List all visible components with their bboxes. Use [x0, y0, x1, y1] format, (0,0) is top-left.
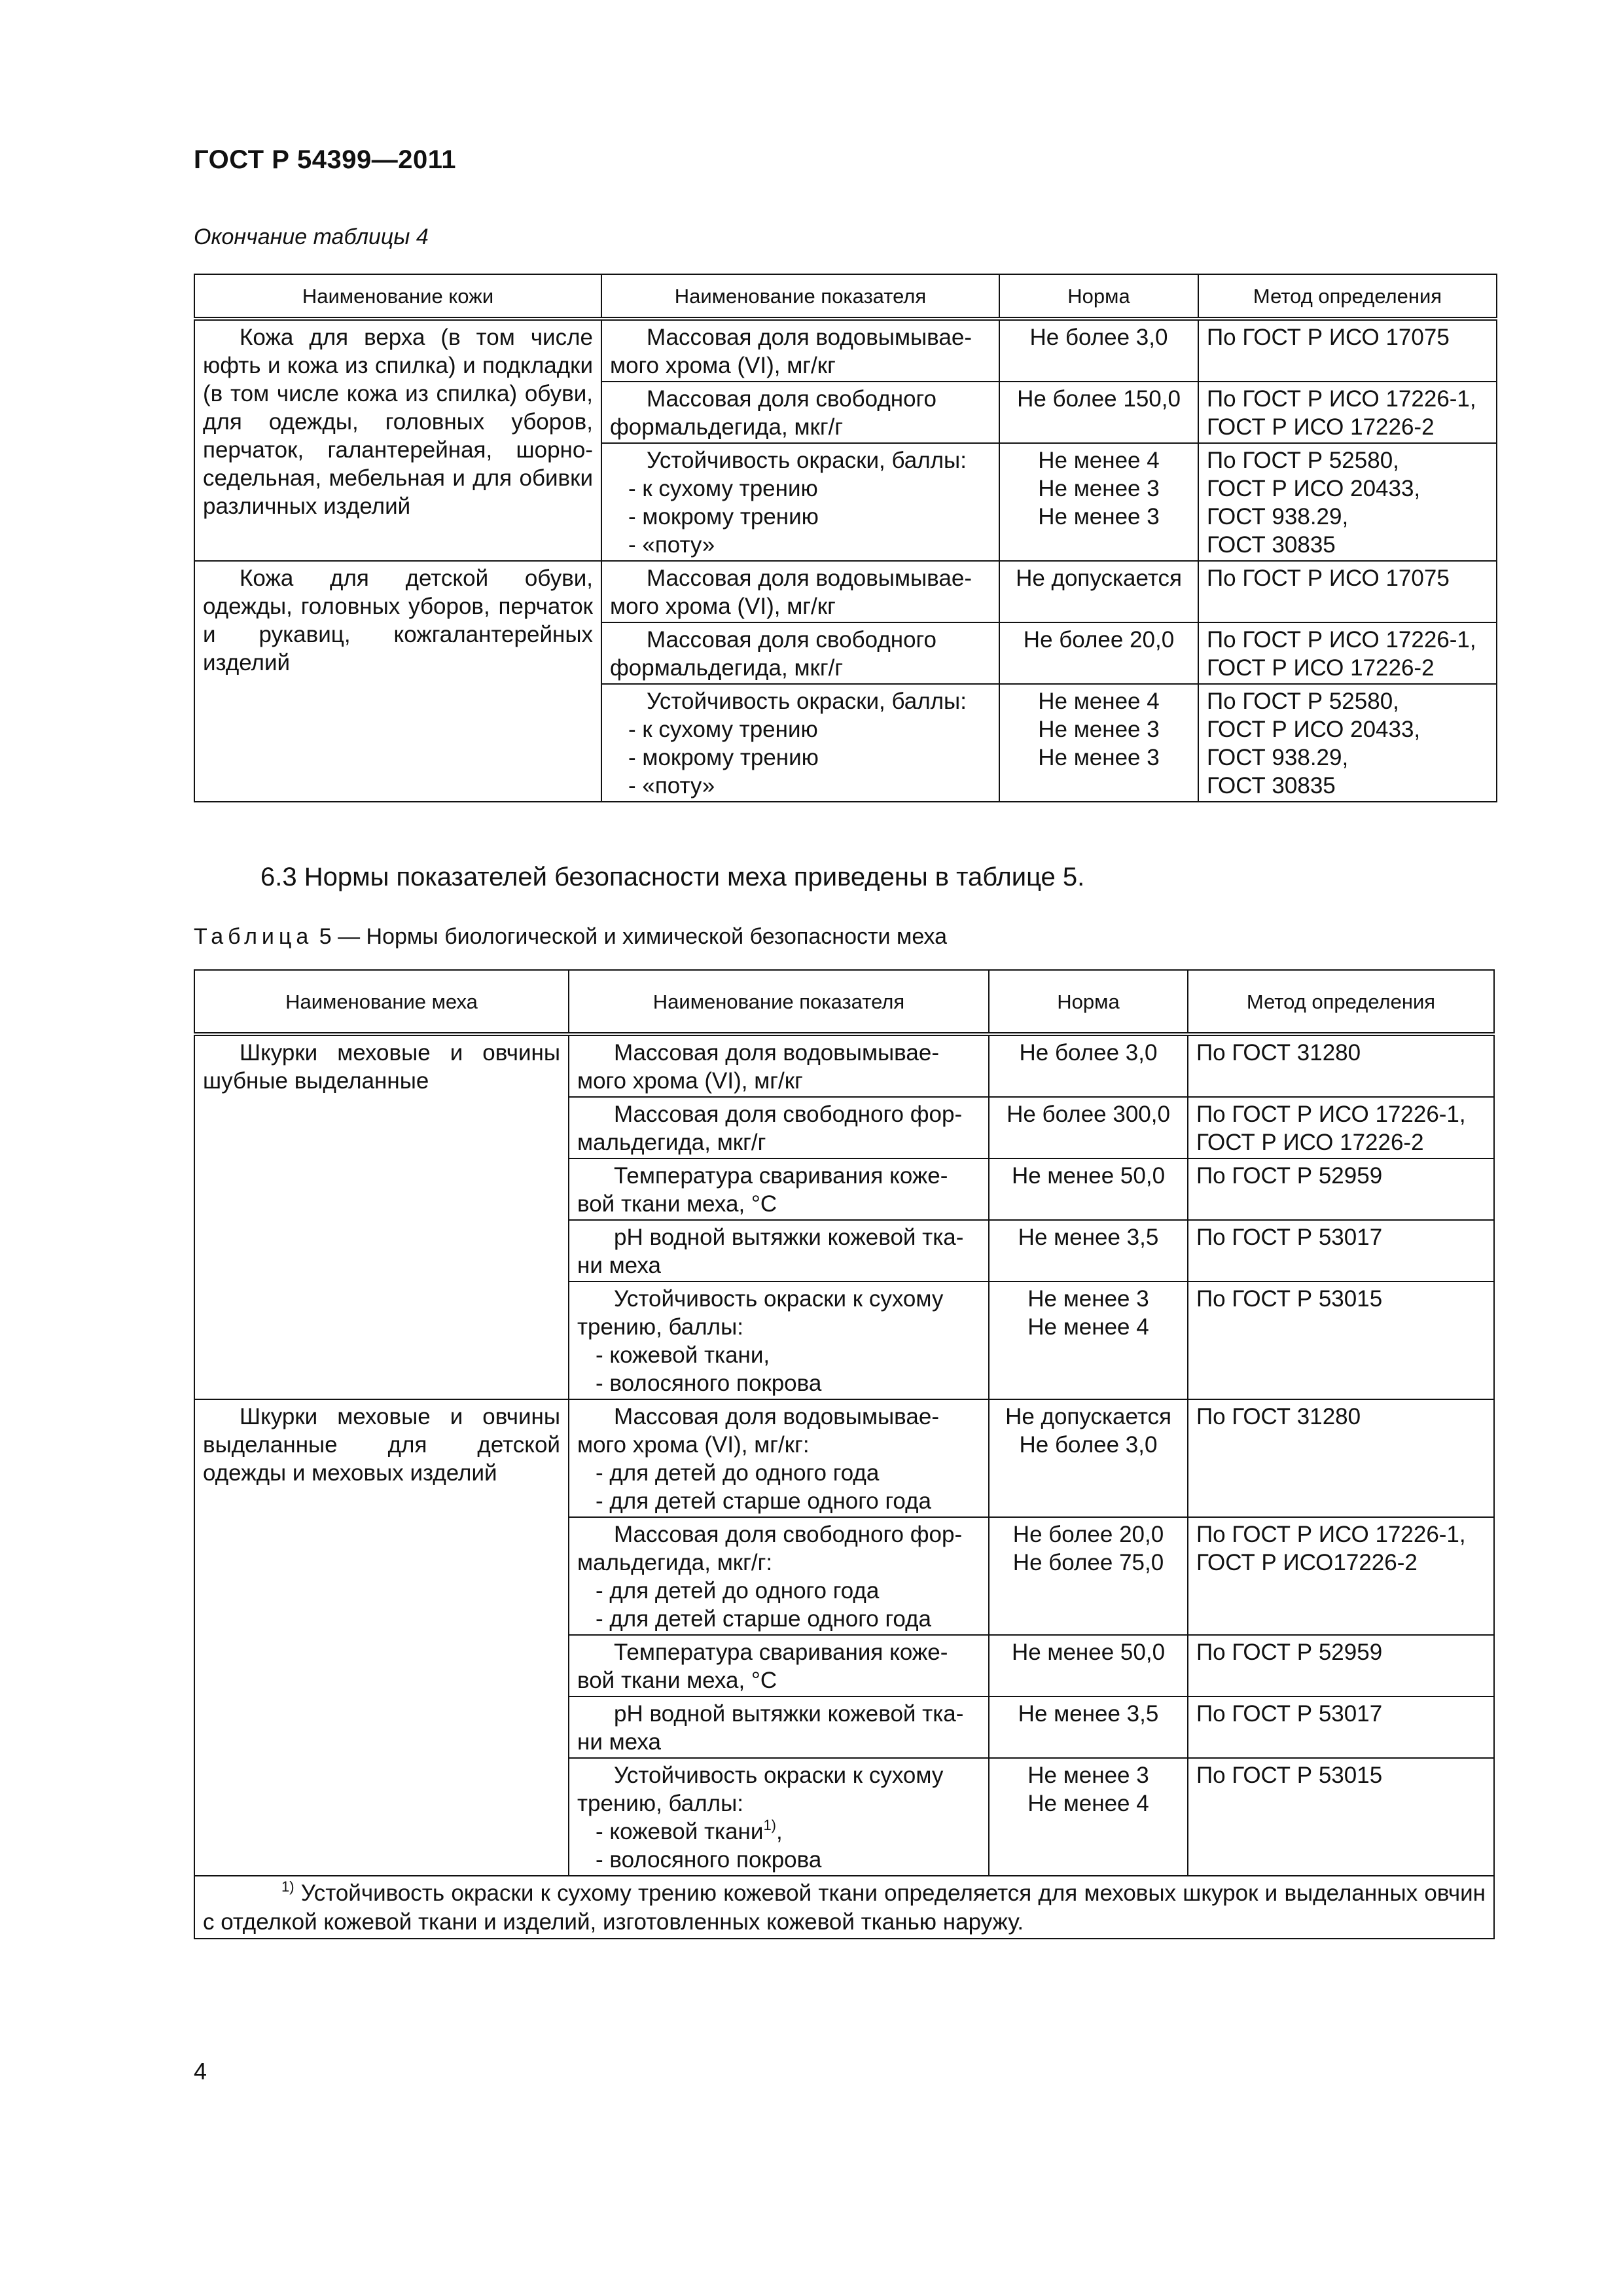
method-cell: [1188, 1635, 1494, 1696]
norm-value: Не менее 50,0: [1011, 1163, 1166, 1189]
indicator-line: формальдегида, мкг/г: [610, 655, 844, 681]
table-title: 5 — Нормы биологической и химической безопасности меха: [313, 924, 948, 949]
indicator-line: - для детей до одного года: [596, 1578, 880, 1604]
norm-value: Не менее 4: [1027, 1314, 1149, 1340]
method-cell: [1198, 684, 1497, 802]
method-line: По ГОСТ Р 53015: [1196, 1286, 1383, 1312]
indicator-line: мого хрома (VI), мг/кг: [610, 353, 836, 378]
method-cell: [1188, 1220, 1494, 1282]
method-line: По ГОСТ Р 53015: [1196, 1763, 1383, 1788]
indicator-line: Массовая доля водовымывае-: [614, 1040, 939, 1066]
indicator-cell: [569, 1758, 989, 1876]
indicator-line: - волосяного покрова: [596, 1847, 822, 1873]
indicator-line: - «поту»: [628, 773, 715, 798]
method-cell: [1188, 1034, 1494, 1097]
table-row: [194, 319, 1497, 382]
table-row: [194, 1034, 1494, 1097]
indicator-line: вой ткани меха, °С: [577, 1191, 777, 1217]
indicator-line: pH водной вытяжки кожевой тка-: [614, 1701, 964, 1727]
method-line: ГОСТ Р ИСО 20433,: [1207, 476, 1421, 501]
method-line: По ГОСТ Р 52580,: [1207, 689, 1399, 714]
method-line: По ГОСТ 31280: [1196, 1040, 1361, 1066]
indicator-line: Температура сваривания коже-: [614, 1163, 948, 1189]
indicator-line: Массовая доля водовымывае-: [647, 325, 972, 350]
table-body: [194, 319, 1497, 802]
footnote-ref: 1): [763, 1817, 776, 1833]
norm-value: Не менее 4: [1038, 448, 1160, 473]
method-line: По ГОСТ 31280: [1196, 1404, 1361, 1429]
norm-value: Не допускается: [1005, 1404, 1171, 1429]
indicator-line: Температура сваривания коже-: [614, 1640, 948, 1665]
norm-cell: [999, 561, 1198, 622]
norm-cell: [989, 1635, 1188, 1696]
table-row: [194, 561, 1497, 622]
column-header: Наименование показателя: [569, 970, 989, 1034]
indicator-line: Устойчивость окраски, баллы:: [647, 448, 967, 473]
norm-cell: [989, 1282, 1188, 1399]
method-cell: [1198, 622, 1497, 684]
indicator-cell: [569, 1282, 989, 1399]
method-line: ГОСТ 30835: [1207, 532, 1336, 558]
method-line: ГОСТ Р ИСО17226-2: [1196, 1550, 1418, 1575]
indicator-cell: [601, 382, 999, 443]
method-line: По ГОСТ Р 53017: [1196, 1701, 1383, 1727]
indicator-line: - для детей старше одного года: [596, 1606, 932, 1632]
norm-value: Не менее 3: [1038, 745, 1160, 770]
indicator-line: мого хрома (VI), мг/кг: [610, 594, 836, 619]
norm-cell: [999, 382, 1198, 443]
indicator-cell: [601, 684, 999, 802]
norm-value: Не более 150,0: [1017, 386, 1181, 412]
norm-value: Не менее 3: [1038, 476, 1160, 501]
norm-cell: [989, 1158, 1188, 1220]
document-header-standard: ГОСТ Р 54399—2011: [194, 145, 456, 174]
indicator-line: - к сухому трению: [628, 476, 818, 501]
indicator-line: Массовая доля свободного: [647, 627, 937, 653]
table4-continuation-caption: Окончание таблицы 4: [194, 224, 429, 249]
indicator-cell: [569, 1635, 989, 1696]
method-line: По ГОСТ Р 52959: [1196, 1163, 1383, 1189]
indicator-line: Массовая доля водовымывае-: [647, 565, 972, 591]
table-4-continuation: [194, 274, 1497, 802]
method-line: По ГОСТ Р ИСО 17226-1,: [1207, 386, 1476, 412]
column-header: Метод определения: [1188, 970, 1494, 1034]
column-header: Наименование показателя: [601, 274, 999, 319]
indicator-cell: [569, 1034, 989, 1097]
indicator-line: трению, баллы:: [577, 1791, 743, 1816]
fur-name: Шкурки меховые и овчины выделанные для детской одежды и меховых изделий: [194, 1399, 569, 1876]
indicator-cell: [569, 1399, 989, 1517]
method-line: По ГОСТ Р ИСО 17226-1,: [1196, 1522, 1466, 1547]
norm-value: Не менее 4: [1027, 1791, 1149, 1816]
method-cell: [1188, 1158, 1494, 1220]
indicator-line: Массовая доля свободного фор-: [614, 1522, 963, 1547]
norm-value: Не менее 3: [1027, 1763, 1149, 1788]
indicator-line: мальдегида, мкг/г:: [577, 1550, 773, 1575]
method-cell: [1188, 1097, 1494, 1158]
norm-value: Не допускается: [1016, 565, 1182, 591]
method-line: ГОСТ Р ИСО 20433,: [1207, 717, 1421, 742]
method-line: ГОСТ 30835: [1207, 773, 1336, 798]
norm-value: Не менее 3: [1027, 1286, 1149, 1312]
indicator-line: ни меха: [577, 1253, 661, 1278]
indicator-cell: [601, 561, 999, 622]
method-cell: [1198, 443, 1497, 561]
indicator-cell: [569, 1696, 989, 1758]
norm-value: Не менее 3: [1038, 717, 1160, 742]
indicator-cell: [601, 443, 999, 561]
indicator-cell: [569, 1158, 989, 1220]
norm-value: Не более 20,0: [1012, 1522, 1164, 1547]
method-line: ГОСТ Р ИСО 17226-2: [1207, 655, 1435, 681]
indicator-line: - кожевой ткани,: [596, 1342, 770, 1368]
method-cell: [1188, 1758, 1494, 1876]
leather-name: Кожа для детской обуви, одежды, головных уборов, перчаток и рукавиц, кожгалантерейных изделий: [194, 561, 601, 802]
norm-value: Не менее 3,5: [1018, 1701, 1159, 1727]
norm-value: Не более 20,0: [1023, 627, 1175, 653]
indicator-cell: [569, 1097, 989, 1158]
column-header: Наименование кожи: [194, 274, 601, 319]
indicator-line: формальдегида, мкг/г: [610, 414, 844, 440]
indicator-line: - мокрому трению: [628, 504, 819, 529]
method-line: ГОСТ 938.29,: [1207, 504, 1349, 529]
norm-cell: [999, 622, 1198, 684]
indicator-punct: ,: [776, 1819, 783, 1844]
indicator-line: - «поту»: [628, 532, 715, 558]
method-line: По ГОСТ Р 53017: [1196, 1225, 1383, 1250]
norm-cell: [999, 319, 1198, 382]
method-line: ГОСТ Р ИСО 17226-2: [1196, 1130, 1424, 1155]
footnote-row: [194, 1876, 1494, 1939]
indicator-cell: [569, 1220, 989, 1282]
column-header: Норма: [989, 970, 1188, 1034]
indicator-line: Устойчивость окраски, баллы:: [647, 689, 967, 714]
method-cell: [1188, 1282, 1494, 1399]
norm-value: Не более 75,0: [1012, 1550, 1164, 1575]
indicator-cell: [601, 319, 999, 382]
method-cell: [1188, 1399, 1494, 1517]
indicator-line: pH водной вытяжки кожевой тка-: [614, 1225, 964, 1250]
page-number: 4: [194, 2058, 207, 2085]
table-label: Таблица: [194, 924, 313, 949]
method-cell: [1198, 561, 1497, 622]
method-line: По ГОСТ Р ИСО 17226-1,: [1196, 1102, 1466, 1127]
indicator-line: - для детей старше одного года: [596, 1488, 932, 1514]
table-header-row: [194, 274, 1497, 319]
table-5: [194, 969, 1495, 1939]
method-line: По ГОСТ Р 52580,: [1207, 448, 1399, 473]
norm-cell: [989, 1517, 1188, 1635]
norm-cell: [989, 1758, 1188, 1876]
footnote-mark: 1): [281, 1878, 294, 1895]
norm-value: Не менее 4: [1038, 689, 1160, 714]
paragraph-6-3: 6.3 Нормы показателей безопасности меха приведены в таблице 5.: [260, 863, 1085, 891]
method-line: По ГОСТ Р ИСО 17226-1,: [1207, 627, 1476, 653]
indicator-line: - к сухому трению: [628, 717, 818, 742]
fur-name: Шкурки меховые и овчины шубные выделанные: [194, 1034, 569, 1399]
indicator-text: - кожевой ткани: [596, 1819, 764, 1844]
column-header: Метод определения: [1198, 274, 1497, 319]
column-header: Норма: [999, 274, 1198, 319]
norm-value: Не менее 3,5: [1018, 1225, 1159, 1250]
method-line: ГОСТ Р ИСО 17226-2: [1207, 414, 1435, 440]
method-cell: [1198, 319, 1497, 382]
norm-cell: [989, 1034, 1188, 1097]
norm-value: Не более 3,0: [1029, 325, 1168, 350]
indicator-cell: [601, 622, 999, 684]
indicator-line: мальдегида, мкг/г: [577, 1130, 766, 1155]
norm-cell: [999, 443, 1198, 561]
method-line: По ГОСТ Р 52959: [1196, 1640, 1383, 1665]
norm-value: Не более 3,0: [1019, 1040, 1158, 1066]
norm-cell: [989, 1399, 1188, 1517]
norm-cell: [999, 684, 1198, 802]
indicator-line: Устойчивость окраски к сухому: [614, 1763, 944, 1788]
indicator-line: мого хрома (VI), мг/кг: [577, 1068, 803, 1094]
indicator-line: - для детей до одного года: [596, 1460, 880, 1486]
norm-value: Не более 3,0: [1019, 1432, 1158, 1458]
indicator-line: Массовая доля свободного: [647, 386, 937, 412]
norm-cell: [989, 1097, 1188, 1158]
method-cell: [1188, 1696, 1494, 1758]
method-cell: [1188, 1517, 1494, 1635]
indicator-line: Массовая доля свободного фор-: [614, 1102, 963, 1127]
table-body: [194, 1034, 1494, 1876]
leather-name: Кожа для верха (в том числе юфть и кожа из спилка) и подкладки (в том числе кожа из спилка) обуви, для одежды, головных уборов, перчаток, галантерейная, шорно-седельная, мебельная и для обивки различных изделий: [194, 319, 601, 561]
indicator-line: мого хрома (VI), мг/кг:: [577, 1432, 810, 1458]
indicator-line: Массовая доля водовымывае-: [614, 1404, 939, 1429]
indicator-line: Устойчивость окраски к сухому: [614, 1286, 944, 1312]
method-line: ГОСТ 938.29,: [1207, 745, 1349, 770]
method-line: По ГОСТ Р ИСО 17075: [1207, 565, 1450, 591]
method-cell: [1198, 382, 1497, 443]
norm-value: Не менее 3: [1038, 504, 1160, 529]
method-line: По ГОСТ Р ИСО 17075: [1207, 325, 1450, 350]
footnote: [194, 1876, 1494, 1939]
column-header: Наименование меха: [194, 970, 569, 1034]
indicator-line: [577, 1818, 980, 1846]
indicator-line: вой ткани меха, °С: [577, 1668, 777, 1693]
table5-caption: [194, 924, 947, 950]
norm-cell: [989, 1220, 1188, 1282]
footnote-text: Устойчивость окраски к сухому трению кожевой ткани определяется для меховых шкурок и выделанных овчин с отделкой кожевой ткани и изделий, изготовленных кожевой тканью наружу.: [203, 1880, 1486, 1935]
norm-value: Не более 300,0: [1007, 1102, 1170, 1127]
table-header-row: [194, 970, 1494, 1034]
indicator-cell: [569, 1517, 989, 1635]
indicator-line: ни меха: [577, 1729, 661, 1755]
norm-value: Не менее 50,0: [1011, 1640, 1166, 1665]
norm-cell: [989, 1696, 1188, 1758]
indicator-line: - мокрому трению: [628, 745, 819, 770]
indicator-line: - волосяного покрова: [596, 1371, 822, 1396]
indicator-line: трению, баллы:: [577, 1314, 743, 1340]
table-row: [194, 1399, 1494, 1517]
